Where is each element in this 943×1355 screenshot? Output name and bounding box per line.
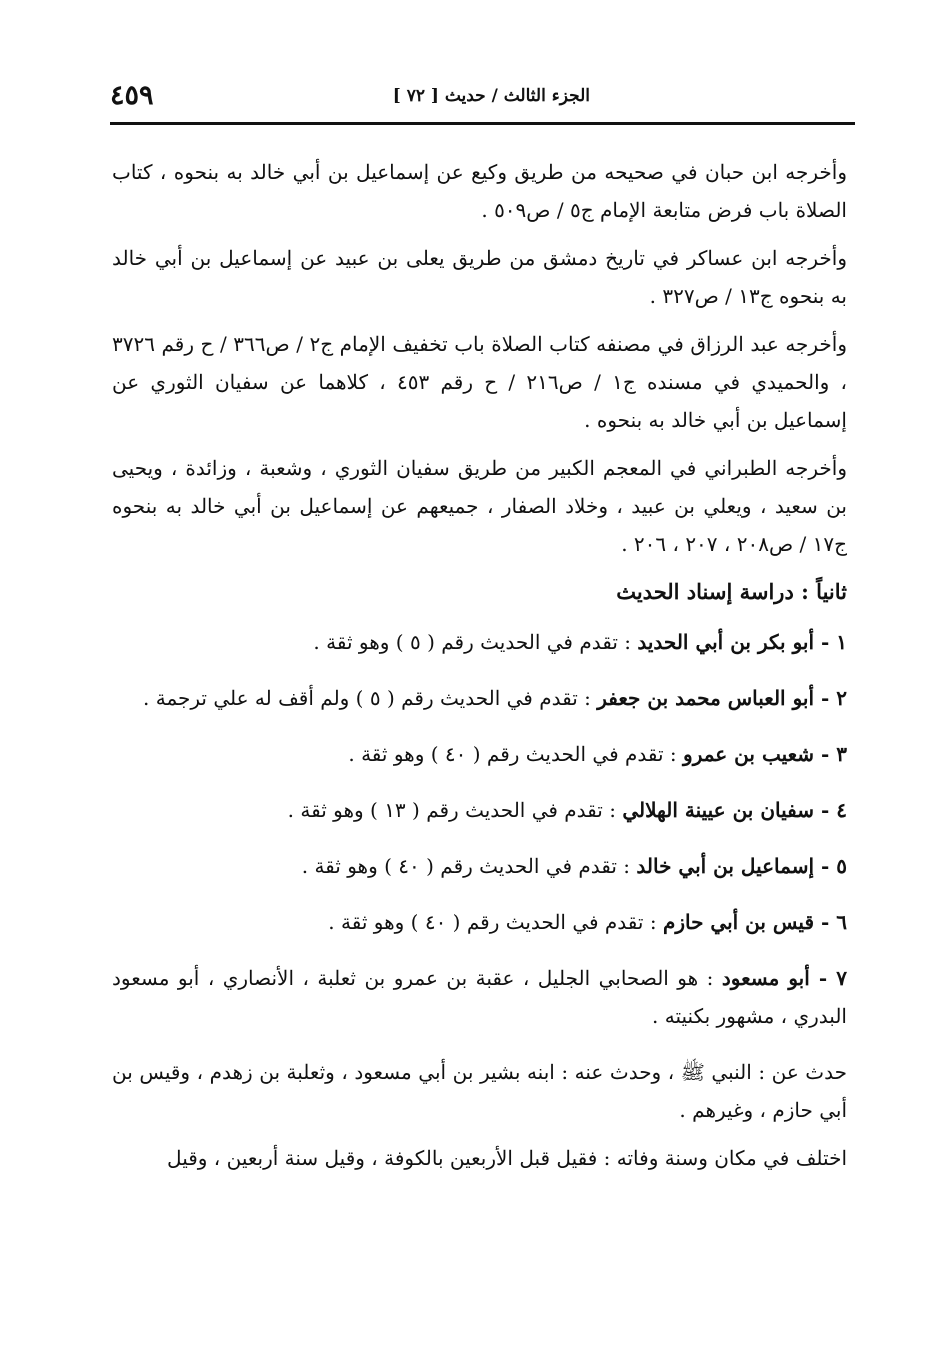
running-title: الجزء الثالث / حديث [ ٧٢ ] (392, 86, 590, 106)
paragraph: حدث عن : النبي ﷺ ، وحدث عنه : ابنه بشير بن أبي مسعود ، وثعلبة بن زهدم ، وقيس بن أبي حازم ، وغيرهم . (112, 1060, 847, 1122)
narrator-item (112, 791, 847, 829)
narrator-name: ٤ - سفيان بن عيينة الهلالي (622, 798, 847, 822)
narrator-item (112, 903, 847, 941)
narrator-text: : تقدم في الحديث رقم ( ٤٠ ) وهو ثقة . (328, 910, 663, 934)
narrator-name: ٧ - أبو مسعود (721, 966, 847, 990)
narrator-text: : هو الصحابي الجليل ، عقبة بن عمرو بن ثعلبة ، الأنصاري ، أبو مسعود البدري ، مشهور بكنيته . (112, 966, 847, 1028)
narrator-text: : تقدم في الحديث رقم ( ١٣ ) وهو ثقة . (287, 798, 623, 822)
narrator-text: : تقدم في الحديث رقم ( ٤٠ ) وهو ثقة . (301, 854, 637, 878)
paragraph: وأخرجه ابن عساكر في تاريخ دمشق من طريق يعلى بن عبيد عن إسماعيل بن أبي خالد به بنحوه ج١٣ / ص٣٢٧ . (112, 246, 847, 308)
narrator-name: ٢ - أبو العباس محمد بن جعفر (597, 686, 847, 710)
paragraph: وأخرجه الطبراني في المعجم الكبير من طريق سفيان الثوري ، وشعبة ، وزائدة ، ويحيى بن سعيد ، ويعلي بن عبيد ، وخلاد الصفار ، جميعهم عن إسماعيل بن أبي خالد به بنحوه ج١٧ / ص٢٠٨ ، ٢٠٧ ، ٢٠٦ . (112, 456, 847, 556)
paragraph: وأخرجه عبد الرزاق في مصنفه كتاب الصلاة باب تخفيف الإمام ج٢ / ص٣٦٦ / ح رقم ٣٧٢٦ ، والحميدي في مسنده ج١ / ص٢١٦ / ح رقم ٤٥٣ ، كلاهما عن سفيان الثوري عن إسماعيل بن أبي خالد به بنحوه . (112, 332, 848, 432)
paragraph: وأخرجه ابن حبان في صحيحه من طريق وكيع عن إسماعيل بن أبي خالد به بنحوه ، كتاب الصلاة باب فرض متابعة الإمام ج٥ / ص٥٠٩ . (112, 160, 847, 222)
narrator-item (112, 623, 847, 661)
paragraph: اختلف في مكان وسنة وفاته : فقيل قبل الأربعين بالكوفة ، وقيل سنة أربعين ، وقيل (167, 1146, 847, 1170)
narrator-name: ٥ - إسماعيل بن أبي خالد (636, 854, 847, 878)
page-body (112, 153, 847, 1187)
narrator-name: ٣ - شعيب بن عمرو (683, 742, 847, 766)
narrator-text: : تقدم في الحديث رقم ( ٤٠ ) وهو ثقة . (348, 742, 684, 766)
header-rule (110, 122, 855, 125)
narrator-name: ١ - أبو بكر بن أبي الحديد (637, 630, 847, 654)
narrator-item (112, 735, 847, 773)
narrator-item (112, 959, 847, 1035)
page-header (110, 82, 855, 120)
narrator-item (112, 847, 847, 885)
section-heading: ثانياً : دراسة إسناد الحديث (616, 579, 847, 604)
narrator-item (112, 679, 847, 717)
page-number: ٤٥٩ (110, 80, 154, 111)
narrator-text: : تقدم في الحديث رقم ( ٥ ) ولم أقف له علي ترجمة . (143, 686, 598, 710)
narrator-name: ٦ - قيس بن أبي حازم (662, 910, 847, 934)
narrator-text: : تقدم في الحديث رقم ( ٥ ) وهو ثقة . (313, 630, 638, 654)
